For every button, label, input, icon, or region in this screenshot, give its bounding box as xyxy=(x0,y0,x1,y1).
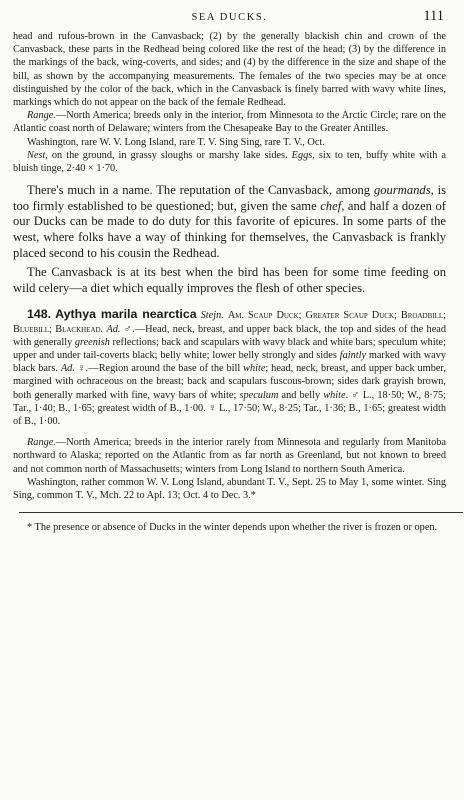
commentary-paragraph-2: The Canvasback is at its best when the bird has been for some time feeding on wild celery—a diet which equally improves the flesh of other species. xyxy=(13,265,446,295)
speculum-word: speculum xyxy=(239,389,279,401)
range-text: —North America; breeds in the interior rarely from Minnesota and regularly from Manitoba northward to Alaska; reported on the Atlantic from as far north as Greenland, but not known to breed and not common north of Massachusetts; winters from Long Island to northern South America. xyxy=(13,437,446,475)
white-word: white xyxy=(323,389,346,401)
description-text: reflections; back and scapulars with wavy black and white bars; speculum white; upper and under tail-coverts black; belly white; lower belly strongly and sides xyxy=(13,336,446,361)
range-label: Range. xyxy=(27,437,56,449)
species-account-paragraph xyxy=(13,308,446,428)
canvasback-range-paragraph xyxy=(13,109,446,135)
page-header xyxy=(13,6,446,30)
species-common-names: Am. Scaup Duck; Greater Scaup Duck; Broadbill; Bluebill; Blackhead. xyxy=(13,310,446,335)
commentary-text: , is too firmly established to be questioned; but, given the same xyxy=(13,183,446,213)
canvasback-nest-paragraph xyxy=(13,149,446,175)
footnote: * The presence or absence of Ducks in the winter depends upon whether the river is frozen or open. xyxy=(27,522,438,534)
description-text: and belly xyxy=(278,389,324,401)
greenish-word: greenish xyxy=(74,336,110,348)
species-name: Aythya marila nearctica xyxy=(55,307,197,322)
description-text: marked with wavy black bars. xyxy=(13,350,446,375)
white-word: white xyxy=(243,363,266,375)
nest-label: Nest xyxy=(27,149,46,161)
page-number: 111 xyxy=(423,8,444,24)
measurements-text: . ♂ L., 18·50; W., 8·75; Tar., 1·40; B., 1·65; greatest width of B., 1·00. ♀ L., 17·50; W., 8·25; Tar., 1·36; B., 1·65; greatest width of B., 1·00. xyxy=(13,389,446,428)
description-text: —Region around the base of the bill xyxy=(88,363,244,375)
scaup-range-paragraph xyxy=(13,436,446,476)
range-label: Range. xyxy=(27,110,56,122)
description-text: ; head, neck, breast, and upper back umber, margined with ochraceous on the breast; back and scapulars fuscous-brown; sides dark grayish brown, both generally marked with fine, wavy bars of white; xyxy=(13,363,446,401)
canvasback-records-paragraph: Washington, rare W. V. Long Island, rare T. V. Sing Sing, rare T. V., Oct. xyxy=(27,136,325,148)
description-text: —Head, neck, breast, and upper back black, the top and sides of the head with generally xyxy=(13,323,446,348)
chef-word: chef xyxy=(320,198,342,213)
nest-text: , on the ground, in grassy sloughs or marshy lake sides. xyxy=(45,149,292,161)
eggs-text: , six to ten, buffy white with a bluish tinge, 2·40 × 1·70. xyxy=(13,149,446,175)
commentary-text: There's much in a name. The reputation of the Canvasback, among xyxy=(27,183,374,198)
range-text: —North America; breeds only in the interior, from Minnesota to the Arctic Circle; rare on the Atlantic coast north of Delaware; winters from the Chesapeake Bay to the Greater Antilles. xyxy=(13,110,446,135)
footnote-divider xyxy=(19,512,463,513)
adult-female-label: Ad. ♀. xyxy=(60,363,89,375)
commentary-text: , and half a dozen of our Ducks can be made to do duty for this favorite of epicures. In some parts of the west, where folks have a way of thinking for themselves, the Canvasback is frankly placed second to his cousin the Redhead. xyxy=(13,198,446,260)
eggs-label: Eggs xyxy=(291,149,313,161)
running-head: SEA DUCKS. xyxy=(191,12,268,23)
commentary-paragraph-1 xyxy=(13,183,446,261)
faintly-word: faintly xyxy=(339,350,367,361)
canvasback-differences-paragraph: head and rufous-brown in the Canvasback; (2) by the generally blackish chin and crown of the Canvasback, these parts in the Redhead being colored like the rest of the head; (3) by the difference in the markings of the back, wing-coverts, and sides; and (4) by the difference in the size and shape of the bill, as shown by the accompanying measurements. The females of the two species may be at once distinguished by the color of the back, which in the Canvasback is finely barred with wavy white lines, markings which do not appear on the back of the female Redhead. xyxy=(13,31,446,109)
gourmands-word: gourmands xyxy=(373,183,431,198)
species-authority: Stejn. xyxy=(200,310,224,322)
adult-male-label: Ad. ♂. xyxy=(106,323,135,335)
scaup-records-paragraph: Washington, rather common W. V. Long Island, abundant T. V., Sept. 25 to May 1, some winter. Sing Sing, common T. V., Mch. 22 to Apl. 13; Oct. 4 to Dec. 3.* xyxy=(13,476,446,502)
species-number: 148. xyxy=(27,307,52,322)
